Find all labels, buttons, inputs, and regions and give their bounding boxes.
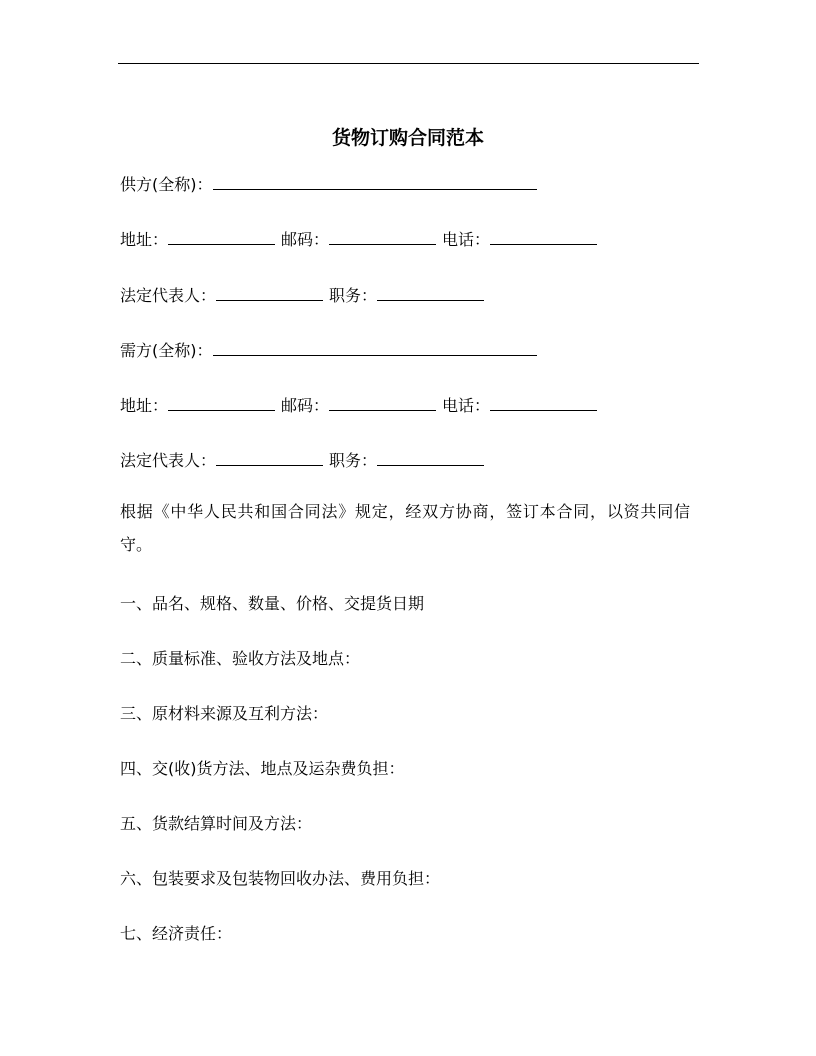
buyer-rep-row [120, 445, 484, 471]
buyer-address-blank[interactable] [168, 390, 275, 411]
clause-item: 六、包装要求及包装物回收办法、费用负担： [120, 869, 441, 888]
buyer-contact-row [120, 390, 597, 416]
supplier-postcode-label: 邮码： [281, 230, 330, 249]
buyer-phone-label: 电话： [442, 396, 491, 415]
clause-item: 三、原材料来源及互利方法： [120, 704, 329, 723]
supplier-phone-label: 电话： [442, 230, 491, 249]
buyer-address-label: 地址： [120, 396, 169, 415]
buyer-phone-blank[interactable] [490, 390, 597, 411]
supplier-postcode-blank[interactable] [329, 224, 436, 245]
buyer-rep-label: 法定代表人： [120, 451, 217, 470]
supplier-address-label: 地址： [120, 230, 169, 249]
buyer-rep-blank[interactable] [216, 445, 323, 466]
buyer-position-blank[interactable] [377, 445, 484, 466]
supplier-phone-blank[interactable] [490, 224, 597, 245]
clause-item: 一、品名、规格、数量、价格、交提货日期 [120, 594, 425, 613]
clause-item: 四、交(收)货方法、地点及运杂费负担： [120, 759, 405, 778]
buyer-name-blank[interactable] [213, 335, 537, 356]
buyer-postcode-label: 邮码： [281, 396, 330, 415]
supplier-address-blank[interactable] [168, 224, 275, 245]
header-rule [118, 63, 699, 64]
supplier-name-row [120, 169, 537, 195]
clause-item: 二、质量标准、验收方法及地点： [120, 649, 361, 668]
supplier-rep-blank[interactable] [216, 280, 323, 301]
supplier-contact-row [120, 224, 597, 250]
clause-item: 五、货款结算时间及方法： [120, 814, 313, 833]
buyer-postcode-blank[interactable] [329, 390, 436, 411]
document-title: 货物订购合同范本 [331, 127, 484, 149]
supplier-name-label: 供方(全称)： [120, 175, 213, 194]
supplier-position-blank[interactable] [377, 280, 484, 301]
buyer-position-label: 职务： [329, 451, 378, 470]
buyer-name-label: 需方(全称)： [120, 341, 213, 360]
clause-item: 七、经济责任： [120, 924, 233, 943]
supplier-name-blank[interactable] [213, 169, 537, 190]
supplier-rep-label: 法定代表人： [120, 286, 217, 305]
preamble-paragraph: 根据《中华人民共和国合同法》规定，经双方协商，签订本合同，以资共同信守。 [120, 502, 690, 554]
buyer-name-row [120, 335, 537, 361]
supplier-position-label: 职务： [329, 286, 378, 305]
supplier-rep-row [120, 280, 484, 306]
